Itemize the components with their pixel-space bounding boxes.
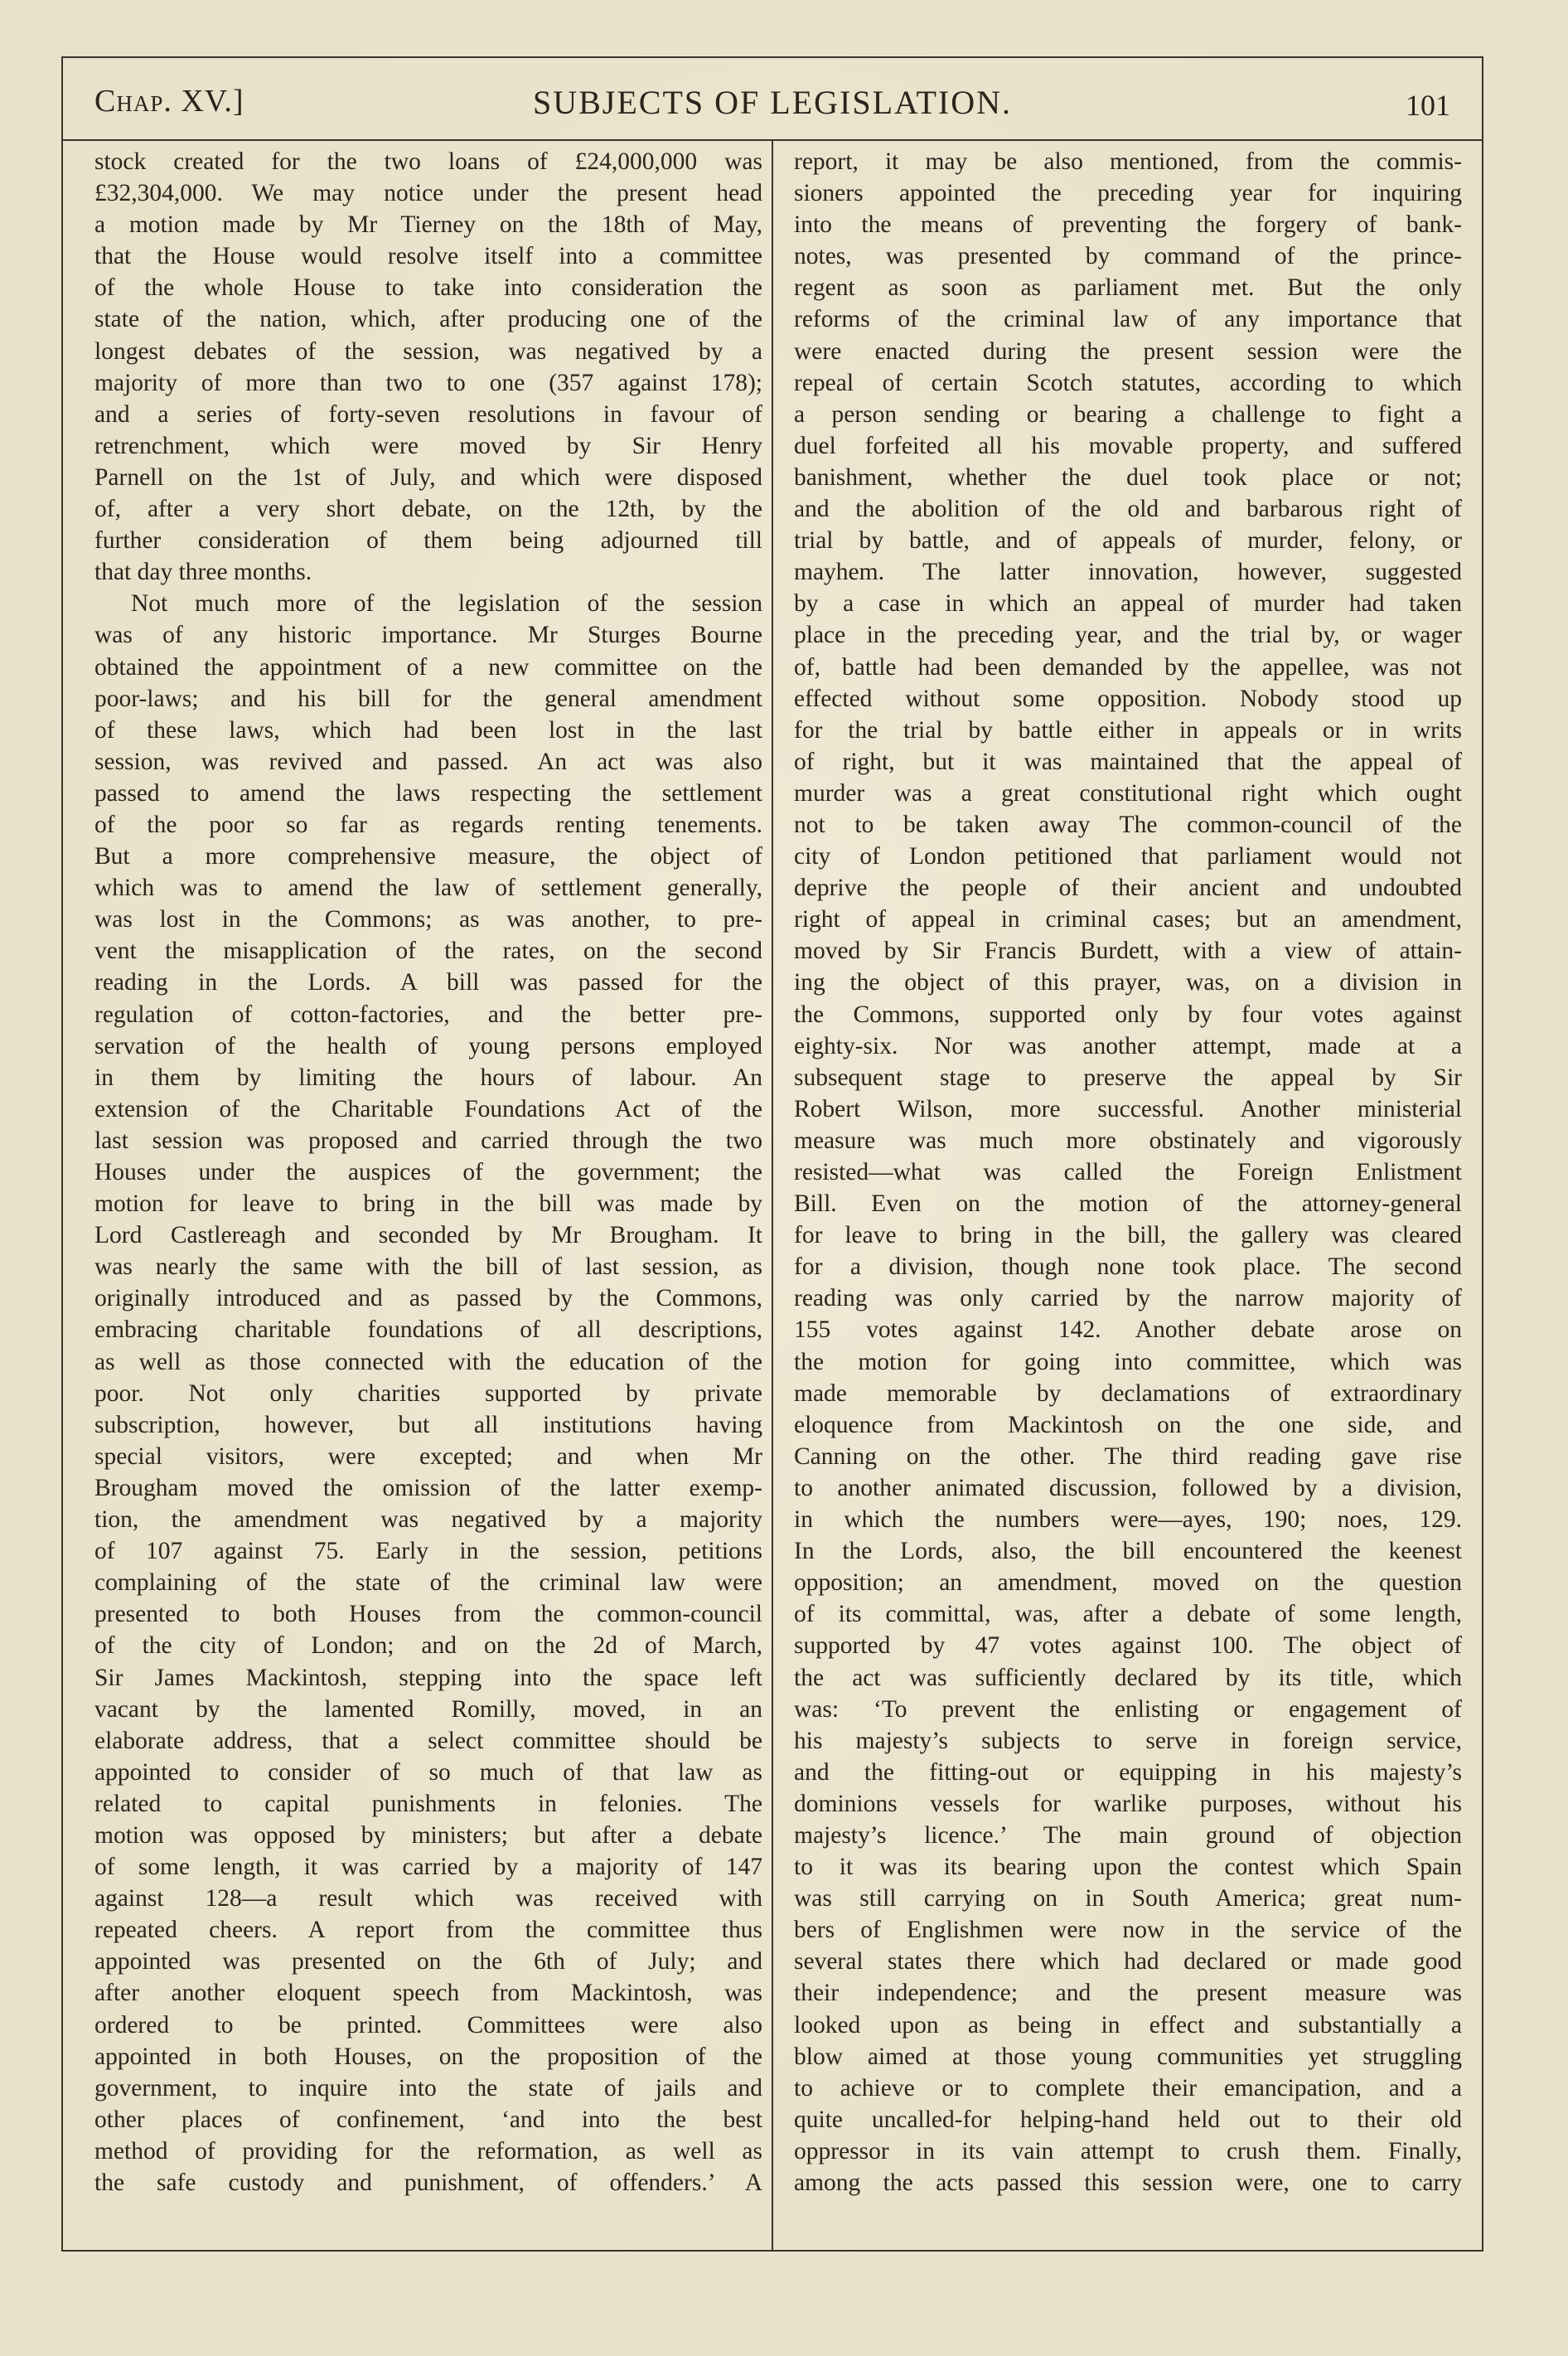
text-line: other places of confinement, ‘and into the best [94, 2106, 762, 2133]
text-line: and the abolition of the old and barbarous right of [794, 496, 1462, 523]
text-line: place in the preceding year, and the trial by, or wager [794, 622, 1462, 649]
text-line: tion, the amendment was negatived by a majority [94, 1506, 762, 1534]
text-line: Brougham moved the omission of the latter exemp- [94, 1474, 762, 1501]
text-line: his majesty’s subjects to serve in foreign service, [794, 1727, 1462, 1754]
text-line: to it was its bearing upon the contest which Spain [794, 1854, 1462, 1881]
text-line: effected without some opposition. Nobody stood up [794, 685, 1462, 712]
text-line: that the House would resolve itself into a committee [94, 243, 762, 270]
text-line: of right, but it was maintained that the appeal of [794, 748, 1462, 775]
text-line: mayhem. The latter innovation, however, suggested [794, 559, 1462, 586]
text-line: retrenchment, which were moved by Sir Henry [94, 432, 762, 459]
text-line: regulation of cotton-factories, and the better pre- [94, 1001, 762, 1028]
text-line: city of London petitioned that parliament would not [794, 843, 1462, 870]
text-line: several states there which had declared or made good [794, 1948, 1462, 1975]
text-line: elaborate address, that a select committee should be [94, 1727, 762, 1754]
text-line: method of providing for the reformation, as well as [94, 2137, 762, 2165]
text-line: the safe custody and punishment, of offenders.’ A [94, 2169, 762, 2196]
text-line: poor-laws; and his bill for the general amendment [94, 685, 762, 712]
text-line: made memorable by declamations of extraordinary [794, 1379, 1462, 1407]
text-line: last session was proposed and carried through the two [94, 1127, 762, 1154]
text-line: of the city of London; and on the 2d of March, [94, 1632, 762, 1660]
text-line: a motion made by Mr Tierney on the 18th of May, [94, 211, 762, 239]
text-line: report, it may be also mentioned, from the commis- [794, 148, 1462, 175]
text-line: by a case in which an appeal of murder had taken [794, 590, 1462, 618]
text-line: notes, was presented by command of the prince- [794, 243, 1462, 270]
text-line: appointed to consider of so much of that law as [94, 1758, 762, 1786]
text-line: repeal of certain Scotch statutes, according to which [794, 369, 1462, 396]
text-line: originally introduced and as passed by the Commons, [94, 1285, 762, 1312]
text-line: of 107 against 75. Early in the session, petitions [94, 1538, 762, 1565]
text-line: Parnell on the 1st of July, and which were disposed [94, 463, 762, 491]
text-line: sioners appointed the preceding year for inquiring [794, 180, 1462, 207]
text-line: subsequent stage to preserve the appeal by Sir [794, 1064, 1462, 1091]
text-line: Sir James Mackintosh, stepping into the space left [94, 1664, 762, 1691]
text-line: stock created for the two loans of £24,000,000 was [94, 148, 762, 175]
text-line: reading in the Lords. A bill was passed for the [94, 969, 762, 996]
text-line: appointed was presented on the 6th of July; and [94, 1948, 762, 1975]
text-line: state of the nation, which, after producing one of the [94, 306, 762, 333]
text-line: of these laws, which had been lost in the last [94, 716, 762, 744]
text-line: complaining of the state of the criminal law were [94, 1569, 762, 1597]
text-line: appointed in both Houses, on the proposition of the [94, 2043, 762, 2070]
text-line: eloquence from Mackintosh on the one side, and [794, 1411, 1462, 1438]
column-divider [772, 139, 773, 2252]
text-line: opposition; an amendment, moved on the question [794, 1569, 1462, 1597]
text-line: Lord Castlereagh and seconded by Mr Brougham. It [94, 1222, 762, 1249]
text-line: among the acts passed this session were, one to carry [794, 2169, 1462, 2196]
text-line: their independence; and the present measure was [794, 1980, 1462, 2007]
text-line: were enacted during the present session were the [794, 337, 1462, 365]
text-line: presented to both Houses from the common-council [94, 1601, 762, 1628]
text-line: eighty-six. Nor was another attempt, made at a [794, 1032, 1462, 1059]
text-line: in them by limiting the hours of labour. An [94, 1064, 762, 1091]
text-line: But a more comprehensive measure, the object of [94, 843, 762, 870]
text-line: trial by battle, and of appeals of murder, felony, or [794, 527, 1462, 555]
text-line: and a series of forty-seven resolutions in favour of [94, 400, 762, 428]
text-line: after another eloquent speech from Mackintosh, was [94, 1980, 762, 2007]
text-line: into the means of preventing the forgery of bank- [794, 211, 1462, 239]
text-line: not to be taken away The common-council of the [794, 811, 1462, 838]
text-line: extension of the Charitable Foundations Act of the [94, 1095, 762, 1122]
text-line: dominions vessels for warlike purposes, without his [794, 1790, 1462, 1817]
text-line: duel forfeited all his movable property, and suffered [794, 432, 1462, 459]
text-line: vacant by the lamented Romilly, moved, in an [94, 1695, 762, 1723]
text-line: special visitors, were excepted; and when Mr [94, 1442, 762, 1470]
text-line: right of appeal in criminal cases; but an amendment, [794, 906, 1462, 933]
text-line: was nearly the same with the bill of last session, as [94, 1253, 762, 1281]
text-line: majority of more than two to one (357 against 178); [94, 369, 762, 396]
text-line: regent as soon as parliament met. But the only [794, 274, 1462, 302]
text-line: supported by 47 votes against 100. The object of [794, 1632, 1462, 1660]
running-title: SUBJECTS OF LEGISLATION. [532, 84, 1013, 121]
text-line: quite uncalled-for helping-hand held out to their old [794, 2106, 1462, 2133]
text-line: the Commons, supported only by four votes against [794, 1001, 1462, 1028]
text-line: Not much more of the legislation of the session [131, 590, 762, 618]
text-line: moved by Sir Francis Burdett, with a view of attain- [794, 938, 1462, 965]
chapter-label: Chap. XV.] [94, 84, 244, 119]
text-line: obtained the appointment of a new committee on the [94, 653, 762, 681]
text-line: deprive the people of their ancient and undoubted [794, 875, 1462, 902]
text-line: for a division, though none took place. The second [794, 1253, 1462, 1281]
text-line: resisted—what was called the Foreign Enlistment [794, 1159, 1462, 1185]
text-line: subscription, however, but all institutions having [94, 1411, 762, 1438]
text-line: was still carrying on in South America; great num- [794, 1885, 1462, 1912]
text-line: was: ‘To prevent the enlisting or engagement of [794, 1695, 1462, 1723]
text-line: government, to inquire into the state of jails and [94, 2074, 762, 2101]
text-line: for the trial by battle either in appeals or in writs [794, 716, 1462, 744]
text-line: of the whole House to take into consideration the [94, 274, 762, 302]
text-line: and the fitting-out or equipping in his majesty’s [794, 1758, 1462, 1786]
text-line: Bill. Even on the motion of the attorney-general [794, 1190, 1462, 1218]
page-number: 101 [1406, 89, 1450, 122]
text-line: of its committal, was, after a debate of some length, [794, 1601, 1462, 1628]
text-line: in which the numbers were—ayes, 190; noes, 129. [794, 1506, 1462, 1534]
text-line: servation of the health of young persons employed [94, 1032, 762, 1059]
text-line: ordered to be printed. Committees were also [94, 2011, 762, 2038]
text-line: longest debates of the session, was negatived by a [94, 337, 762, 365]
text-line: Robert Wilson, more successful. Another ministerial [794, 1095, 1462, 1122]
text-line: the act was sufficiently declared by its title, which [794, 1664, 1462, 1691]
text-line: oppressor in its vain attempt to crush them. Finally, [794, 2137, 1462, 2165]
right-column [794, 146, 1462, 2198]
text-line: banishment, whether the duel took place or not; [794, 463, 1462, 491]
text-line: as well as those connected with the education of the [94, 1348, 762, 1375]
text-line: poor. Not only charities supported by private [94, 1379, 762, 1407]
text-line: against 128—a result which was received with [94, 1885, 762, 1912]
running-header [61, 76, 1483, 143]
text-line: of, after a very short debate, on the 12th, by the [94, 496, 762, 523]
text-line: which was to amend the law of settlement generally, [94, 875, 762, 902]
text-line: session, was revived and passed. An act was also [94, 748, 762, 775]
text-line: of some length, it was carried by a majority of 147 [94, 1854, 762, 1881]
text-line: Canning on the other. The third reading gave rise [794, 1442, 1462, 1470]
text-line: vent the misapplication of the rates, on the second [94, 938, 762, 965]
text-line: was lost in the Commons; as was another, to pre- [94, 906, 762, 933]
text-line: repeated cheers. A report from the committee thus [94, 1917, 762, 1944]
text-line: In the Lords, also, the bill encountered the keenest [794, 1538, 1462, 1565]
text-line: blow aimed at those young communities yet struggling [794, 2043, 1462, 2070]
text-line: was of any historic importance. Mr Sturges Bourne [94, 622, 762, 649]
text-line: £32,304,000. We may notice under the present head [94, 180, 762, 207]
text-line: embracing charitable foundations of all descriptions, [94, 1316, 762, 1344]
text-line: that day three months. [94, 559, 312, 586]
text-line: majesty’s licence.’ The main ground of objection [794, 1821, 1462, 1849]
text-line: ing the object of this prayer, was, on a division in [794, 969, 1462, 996]
text-line: to achieve or to complete their emancipation, and a [794, 2074, 1462, 2101]
text-line: the motion for going into committee, which was [794, 1348, 1462, 1375]
text-line: reforms of the criminal law of any importance that [794, 306, 1462, 333]
text-line: passed to amend the laws respecting the settlement [94, 779, 762, 807]
text-line: motion for leave to bring in the bill was made by [94, 1190, 762, 1218]
text-line: for leave to bring in the bill, the gallery was cleared [794, 1222, 1462, 1249]
text-line: murder was a great constitutional right which ought [794, 779, 1462, 807]
text-line: reading was only carried by the narrow majority of [794, 1285, 1462, 1312]
text-line: measure was much more obstinately and vigorously [794, 1127, 1462, 1154]
text-line: to another animated discussion, followed by a division, [794, 1474, 1462, 1501]
text-line: of the poor so far as regards renting tenements. [94, 811, 762, 838]
text-line: Houses under the auspices of the government; the [94, 1159, 762, 1185]
text-line: looked upon as being in effect and substantially a [794, 2011, 1462, 2038]
left-column [94, 146, 762, 2198]
text-line: bers of Englishmen were now in the service of the [794, 1917, 1462, 1944]
text-line: related to capital punishments in felonies. The [94, 1790, 762, 1817]
text-line: motion was opposed by ministers; but after a debate [94, 1821, 762, 1849]
text-line: 155 votes against 142. Another debate arose on [794, 1316, 1462, 1344]
text-line: a person sending or bearing a challenge to fight a [794, 400, 1462, 428]
text-line: further consideration of them being adjourned till [94, 527, 762, 555]
text-line: of, battle had been demanded by the appellee, was not [794, 653, 1462, 681]
